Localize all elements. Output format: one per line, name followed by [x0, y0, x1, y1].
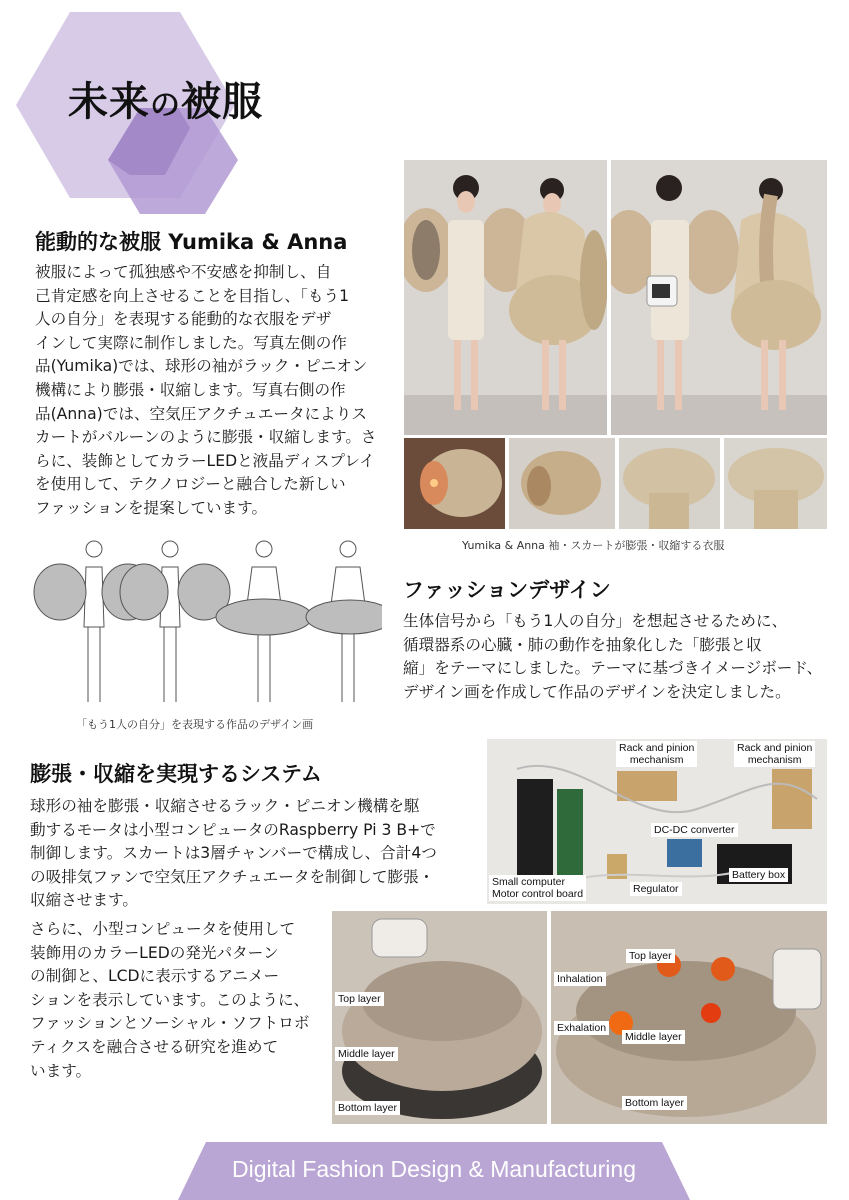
label-middle-layer-2: Middle layer	[622, 1030, 685, 1044]
photo-caption: Yumika & Anna 袖・スカートが膨張・収縮する衣服	[462, 539, 725, 552]
label-bottom-layer-1: Bottom layer	[335, 1101, 400, 1115]
label-battery-box: Battery box	[729, 868, 788, 882]
page-title: 未来の被服	[68, 79, 263, 125]
photo-skirt-layers	[332, 911, 547, 1124]
section-heading-active-clothing: 能動的な被服 Yumika & Anna	[35, 230, 348, 254]
label-top-layer-2: Top layer	[626, 949, 675, 963]
photo-back-view	[611, 160, 827, 435]
label-rack-pinion-1: Rack and pinion mechanism	[616, 741, 697, 767]
label-top-layer-1: Top layer	[335, 992, 384, 1006]
section-heading-system: 膨張・収縮を実現するシステム	[30, 762, 322, 786]
photo-skirt-closeup-1	[619, 438, 720, 529]
label-regulator: Regulator	[630, 882, 682, 896]
section-body-system-2: さらに、小型コンピュータを使用して 装飾用のカラーLEDの発光パターン の制御と、LCDに表示するアニメー ションを表示しています。このように、 ファッションとソーシャル・ソフトロボ ティクスを融合させる研究を進めて います。	[30, 920, 310, 1080]
label-exhalation: Exhalation	[554, 1021, 609, 1035]
photo-sleeve-closeup-1	[404, 438, 505, 529]
sketch-caption: 「もう1人の自分」を表現する作品のデザイン画	[76, 718, 314, 731]
photo-skirt-closeup-2	[724, 438, 827, 529]
design-sketch-image	[32, 537, 382, 712]
section-heading-fashion-design: ファッションデザイン	[403, 578, 611, 602]
photo-front-view	[404, 160, 607, 435]
label-bottom-layer-2: Bottom layer	[622, 1096, 687, 1110]
photo-skirt-airflow	[551, 911, 827, 1124]
section-body-active-clothing: 被服によって孤独感や不安感を抑制し、自 己肯定感を向上させることを目指し、「もう1 人の自分」を表現する能動的な衣服をデザ インして実際に制作しました。写真左側の作 品(Yumika)では、球形の袖がラック・ピニオン 機構により膨張・収縮します。写真右側の作 品(Anna)では、空気圧アクチュエータによりス カートがバルーンのように膨張・収縮します。さ らに、装飾としてカラーLEDと液晶ディスプレイ を使用して、テクノロジーと融合した新しい ファッションを提案しています。	[35, 263, 377, 517]
section-body-system-1: 球形の袖を膨張・収縮させるラック・ピニオン機構を駆 動するモータは小型コンピュータのRaspberry Pi 3 B+で 制御します。スカートは3層チャンバーで構成し、合計4つ の吸排気ファンで空気圧アクチュエータを制御して膨張・ 収縮させます。	[30, 797, 437, 910]
label-dcdc-converter: DC-DC converter	[651, 823, 738, 837]
label-rack-pinion-2: Rack and pinion mechanism	[734, 741, 815, 767]
label-small-computer: Small computer Motor control board	[489, 875, 586, 901]
section-body-fashion-design: 生体信号から「もう1人の自分」を想起させるために、 循環器系の心臓・肺の動作を抽象化した「膨張と収 縮」をテーマにしました。テーマに基づきイメージボード、 デザイン画を作成して作品のデザインを決定しました。	[403, 612, 823, 701]
photo-sleeve-closeup-2	[509, 438, 615, 529]
label-middle-layer-1: Middle layer	[335, 1047, 398, 1061]
footer-text: Digital Fashion Design & Manufacturing	[232, 1156, 636, 1182]
label-inhalation: Inhalation	[554, 972, 606, 986]
